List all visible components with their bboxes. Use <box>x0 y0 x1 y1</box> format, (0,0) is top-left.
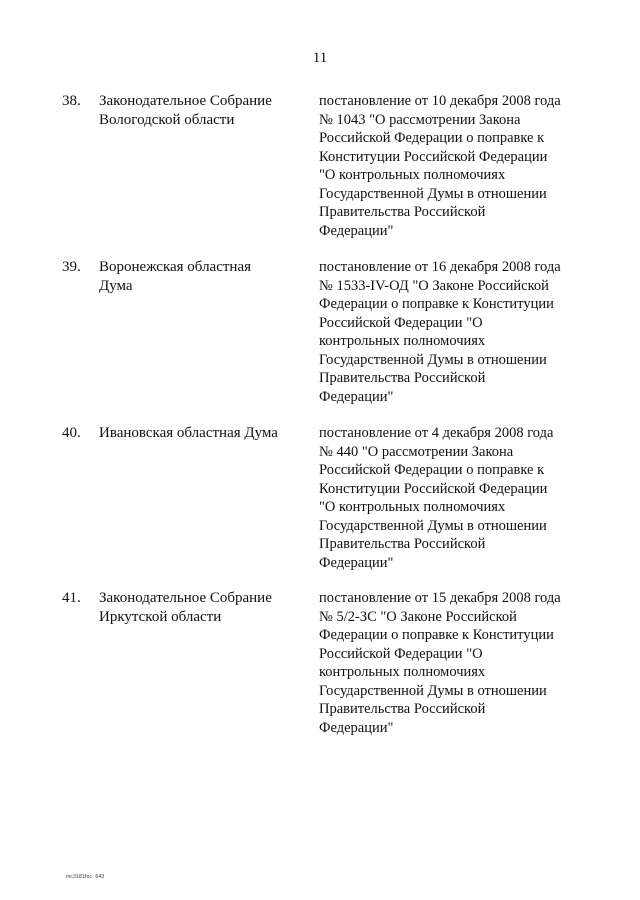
entry-number: 40. <box>62 425 81 441</box>
document-line: Российской Федерации о поправке к <box>319 462 545 478</box>
entry-organization <box>99 424 309 443</box>
document-line: Российской Федерации о поправке к <box>319 130 545 146</box>
page-number: 11 <box>312 50 328 66</box>
footer-code: mc3181foc. 643 <box>66 874 105 880</box>
document-line: Российской Федерации "О <box>319 314 483 331</box>
document-line: Государственной Думы в отношении <box>319 185 547 202</box>
document-line: Правительства Российской <box>319 370 486 386</box>
organization-line: Вологодской области <box>99 111 235 128</box>
document-line: № 1533-IV-ОД "О Законе Российской <box>319 277 549 294</box>
document-line: Федерации" <box>319 388 394 405</box>
document-line: постановление от 10 декабря 2008 года <box>319 93 561 109</box>
organization-line: Дума <box>99 277 133 294</box>
entry-document <box>319 92 591 240</box>
organization-line: Иркутской области <box>99 608 222 625</box>
document-line: контрольных полномочиях <box>319 333 486 349</box>
document-line: Федерации о поправке к Конституции <box>319 627 554 643</box>
entry-organization <box>99 92 309 129</box>
organization-line: Воронежская областная <box>99 259 252 275</box>
document-line: Федерации" <box>319 554 394 571</box>
document-line: контрольных полномочиях <box>319 664 486 680</box>
document-line: № 5/2-ЗС "О Законе Российской <box>319 608 517 625</box>
entry-organization <box>99 258 309 295</box>
document-line: Конституции Российской Федерации <box>319 148 548 165</box>
document-line: Правительства Российской <box>319 701 486 717</box>
entry-organization <box>99 589 309 626</box>
document-line: Федерации" <box>319 719 394 736</box>
document-line: "О контрольных полномочиях <box>319 499 506 515</box>
document-line: Правительства Российской <box>319 536 486 552</box>
document-line: Правительства Российской <box>319 204 486 220</box>
organization-line: Законодательное Собрание <box>99 590 272 606</box>
organization-line: Ивановская областная Дума <box>99 425 278 441</box>
entry-number: 39. <box>62 259 81 275</box>
entry-document <box>319 258 591 406</box>
document-line: № 1043 "О рассмотрении Закона <box>319 111 521 128</box>
document-line: постановление от 15 декабря 2008 года <box>319 590 561 606</box>
document-line: постановление от 16 декабря 2008 года <box>319 259 561 275</box>
document-line: Государственной Думы в отношении <box>319 351 547 368</box>
document-line: "О контрольных полномочиях <box>319 167 506 183</box>
document-line: постановление от 4 декабря 2008 года <box>319 425 554 441</box>
entry-number: 38. <box>62 93 81 109</box>
document-line: Российской Федерации "О <box>319 645 483 662</box>
entry-document <box>319 589 591 737</box>
entry-document <box>319 424 591 572</box>
document-line: Федерации о поправке к Конституции <box>319 296 554 312</box>
document-line: Конституции Российской Федерации <box>319 480 548 497</box>
document-line: Государственной Думы в отношении <box>319 682 547 699</box>
entry-number: 41. <box>62 590 81 606</box>
organization-line: Законодательное Собрание <box>99 93 272 109</box>
document-line: Государственной Думы в отношении <box>319 517 547 534</box>
document-line: № 440 "О рассмотрении Закона <box>319 443 514 460</box>
document-line: Федерации" <box>319 222 394 239</box>
